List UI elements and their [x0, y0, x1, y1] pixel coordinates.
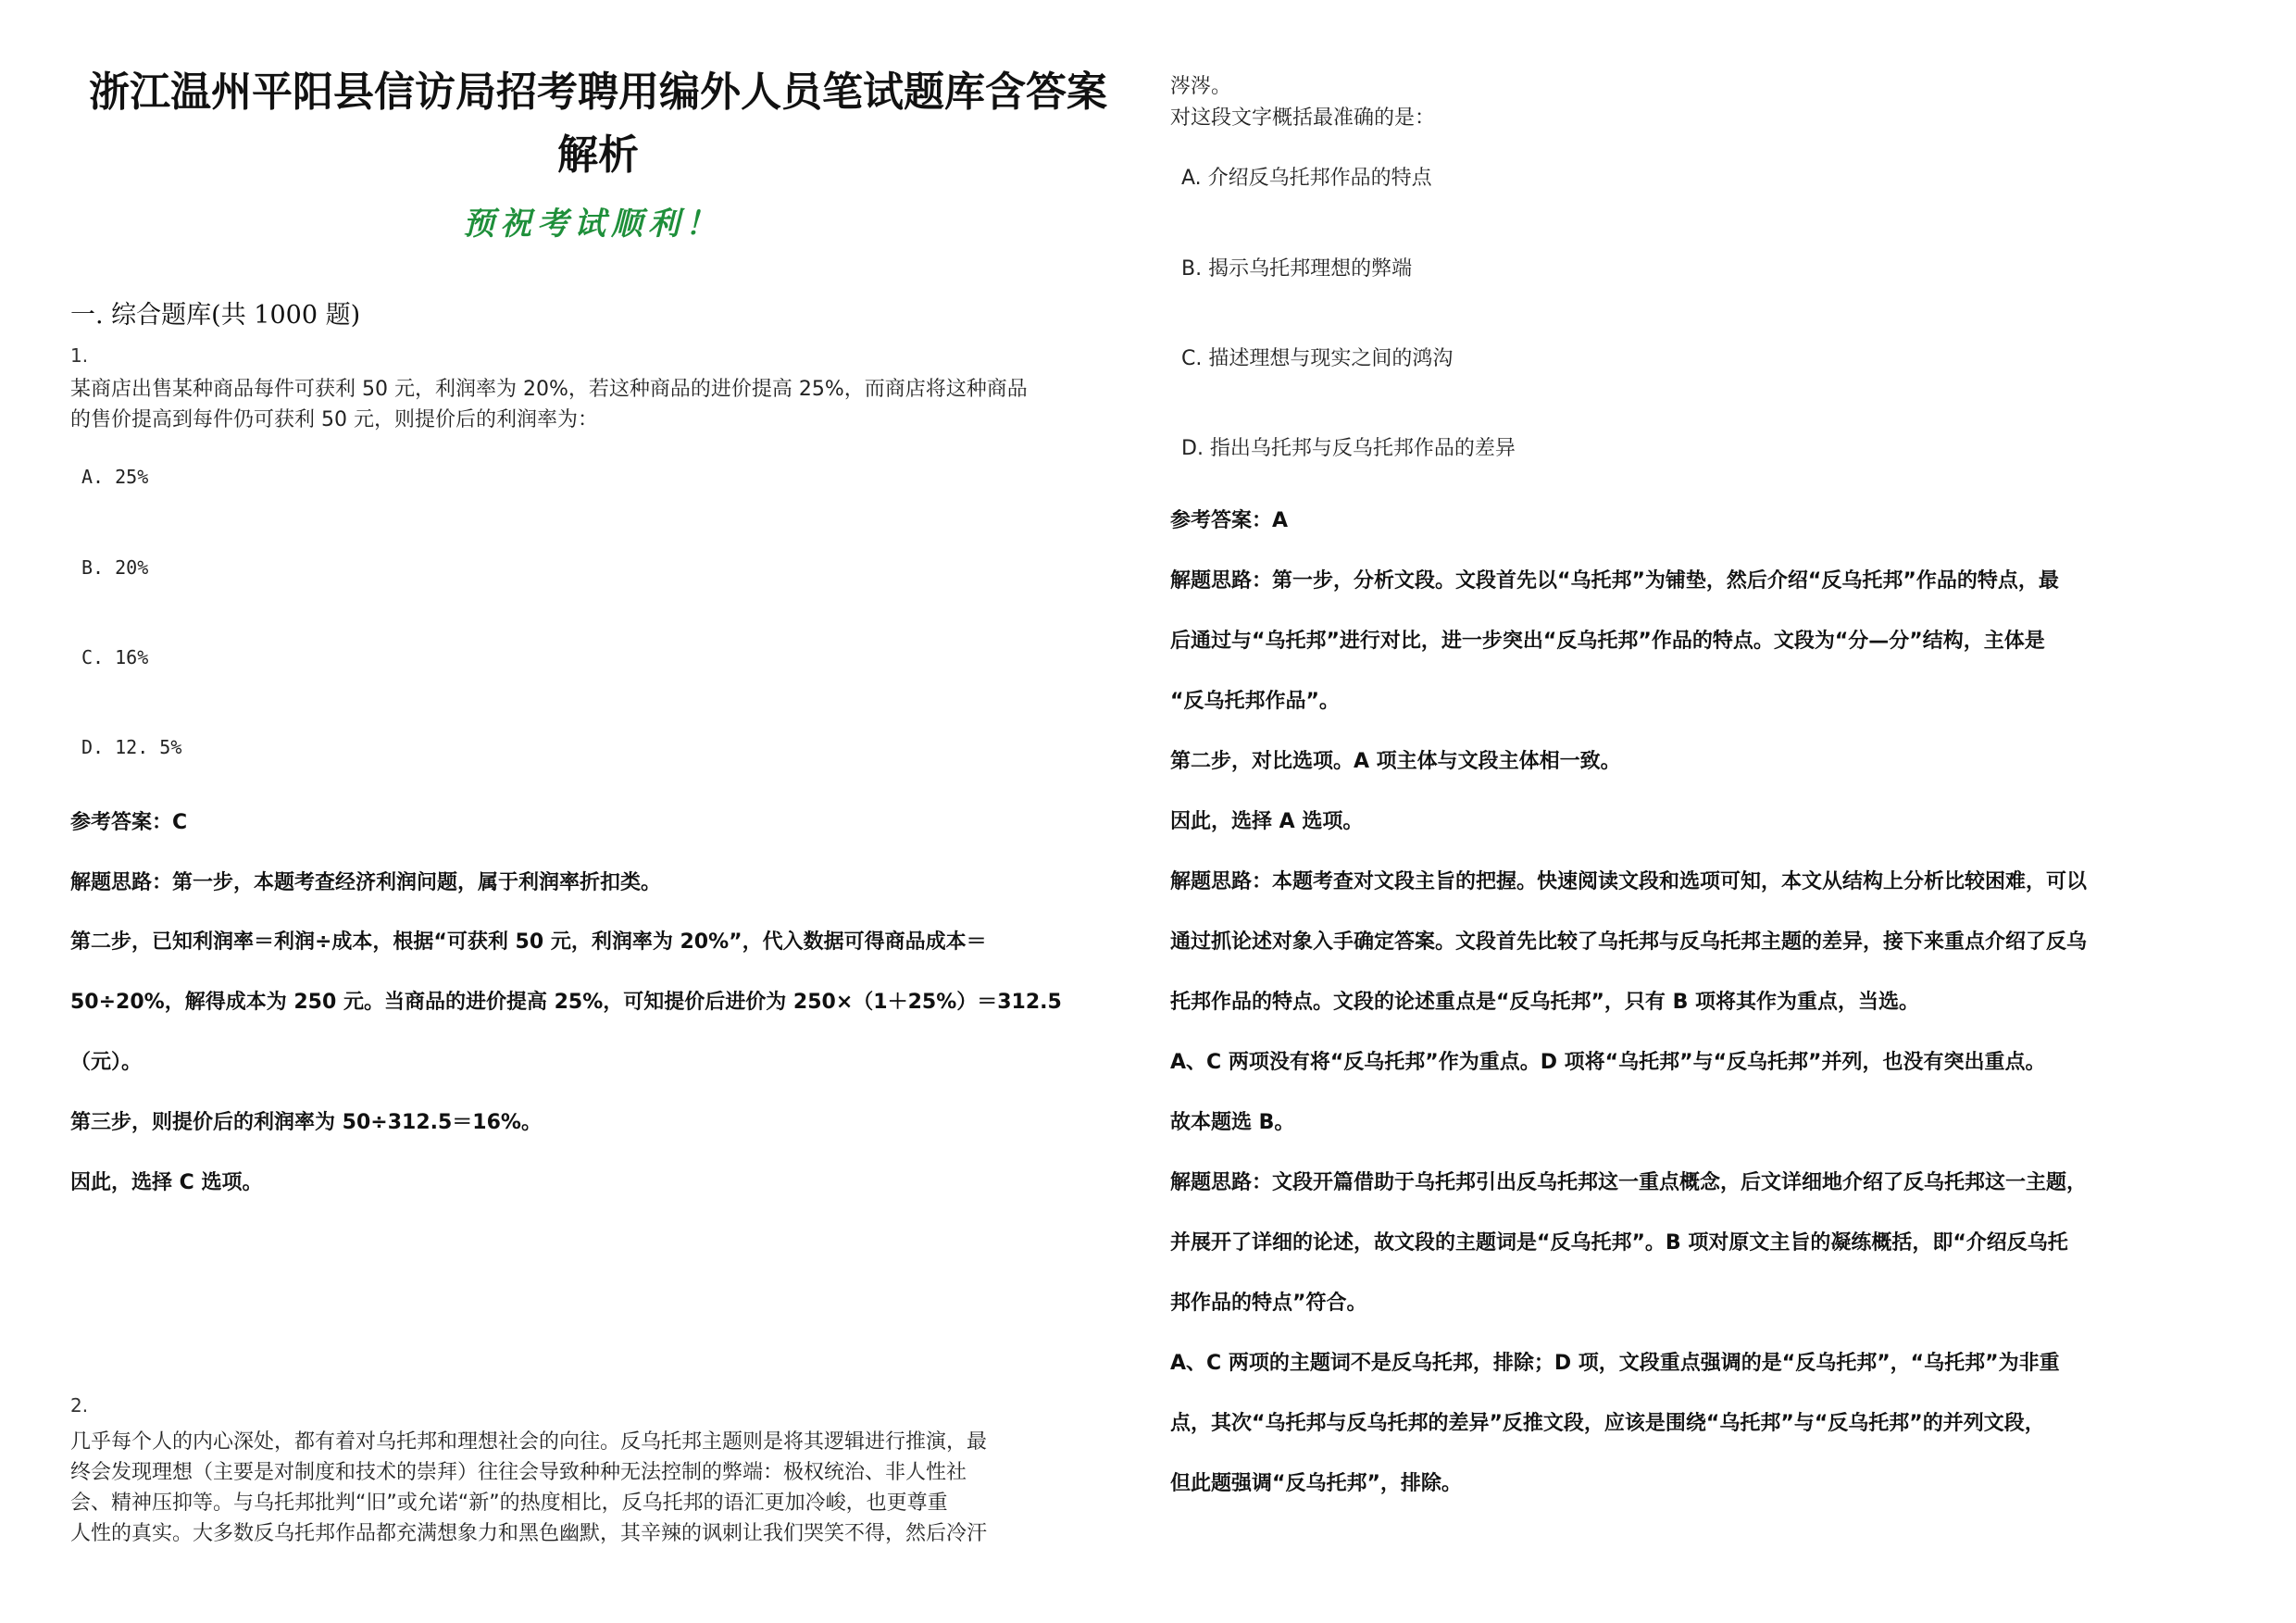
analysis-line: 解题思路：文段开篇借助于乌托邦引出反乌托邦这一重点概念，后文详细地介绍了反乌托邦这一主题， [1170, 1171, 2088, 1194]
analysis-line: 故本题选 B。 [1170, 1111, 1295, 1134]
analysis-line: 后通过与“乌托邦”进行对比，进一步突出“反乌托邦”作品的特点。文段为“分—分”结构，主体是 [1170, 630, 2045, 653]
question-stem-line: 终会发现理想（主要是对制度和技术的崇拜）往往会导致种种无法控制的弊端：极权统治、非人性社 [70, 1461, 967, 1484]
analysis-line: 第二步，对比选项。A 项主体与文段主体相一致。 [1170, 750, 1621, 773]
option-c: C. 16% [81, 646, 149, 668]
question-stem-line: 某商店出售某种商品每件可获利 50 元，利润率为 20%，若这种商品的进价提高 25%，而商店将这种商品 [70, 378, 1028, 401]
option-d: D. 12. 5% [81, 736, 182, 758]
answer-line: 参考答案：C [70, 811, 188, 834]
analysis-line: A、C 两项没有将“反乌托邦”作为重点。D 项将“乌托邦”与“反乌托邦”并列，也没有突出重点。 [1170, 1051, 2046, 1074]
analysis-line: 解题思路：第一步，分析文段。文段首先以“乌托邦”为铺垫，然后介绍“反乌托邦”作品的特点，最 [1170, 569, 2059, 593]
option-c: C. 描述理想与现实之间的鸿沟 [1181, 347, 1454, 370]
analysis-line: 因此，选择 C 选项。 [70, 1171, 263, 1194]
question-stem-line: 涔涔。 [1170, 75, 1232, 98]
question-stem-line: 的售价提高到每件仍可获利 50 元，则提价后的利润率为： [70, 408, 598, 431]
option-a: A. 介绍反乌托邦作品的特点 [1181, 167, 1432, 190]
analysis-line: 50÷20%，解得成本为 250 元。当商品的进价提高 25%，可知提价后进价为 250×（1＋25%）＝312.5 [70, 991, 1062, 1014]
analysis-line: A、C 两项的主题词不是反乌托邦，排除；D 项，文段重点强调的是“反乌托邦”，“乌托邦”为非重 [1170, 1352, 2060, 1375]
analysis-line: 解题思路：第一步，本题考查经济利润问题，属于利润率折扣类。 [70, 871, 662, 894]
question-stem-line: 几乎每个人的内心深处，都有着对乌托邦和理想社会的向往。反乌托邦主题则是将其逻辑进行推演，最 [70, 1430, 988, 1454]
analysis-line: 邦作品的特点”符合。 [1170, 1292, 1367, 1315]
option-b: B. 揭示乌托邦理想的弊端 [1181, 257, 1413, 281]
analysis-line: 但此题强调“反乌托邦”，排除。 [1170, 1472, 1462, 1495]
question-stem-line: 会、精神压抑等。与乌托邦批判“旧”或允诺“新”的热度相比，反乌托邦的语汇更加冷峻，也更尊重 [70, 1492, 948, 1515]
analysis-line: 第二步，已知利润率＝利润÷成本，根据“可获利 50 元，利润率为 20%”，代入数据可得商品成本＝ [70, 930, 987, 954]
analysis-line: 托邦作品的特点。文段的论述重点是“反乌托邦”，只有 B 项将其作为重点，当选。 [1170, 991, 1920, 1014]
question-number: 2. [70, 1394, 89, 1417]
analysis-line: 第三步，则提价后的利润率为 50÷312.5＝16%。 [70, 1111, 542, 1134]
analysis-line: （元）。 [70, 1051, 143, 1074]
answer-line: 参考答案：A [1170, 509, 1289, 532]
analysis-line: 并展开了详细的论述，故文段的主题词是“反乌托邦”。B 项对原文主旨的凝练概括，即“介绍反乌托 [1170, 1231, 2068, 1255]
slogan: 预祝考试顺利！ [463, 206, 722, 243]
option-d: D. 指出乌托邦与反乌托邦作品的差异 [1181, 437, 1516, 460]
question-number: 1. [70, 344, 89, 367]
analysis-line: 通过抓论述对象入手确定答案。文段首先比较了乌托邦与反乌托邦主题的差异，接下来重点介绍了反乌 [1170, 930, 2088, 954]
analysis-line: 点，其次“乌托邦与反乌托邦的差异”反推文段，应该是围绕“乌托邦”与“反乌托邦”的并列文段， [1170, 1412, 2045, 1435]
analysis-line: 因此，选择 A 选项。 [1170, 810, 1364, 833]
option-b: B. 20% [81, 556, 149, 579]
page-title: 浙江温州平阳县信访局招考聘用编外人员笔试题库含答案解析 [89, 69, 1107, 179]
section-title: 一. 综合题库(共 1000 题) [70, 301, 361, 330]
question-stem-line: 人性的真实。大多数反乌托邦作品都充满想象力和黑色幽默，其辛辣的讽刺让我们哭笑不得，然后冷汗 [70, 1522, 988, 1545]
analysis-line: 解题思路：本题考查对文段主旨的把握。快速阅读文段和选项可知，本文从结构上分析比较困难，可以 [1170, 870, 2088, 893]
question-stem-line: 对这段文字概括最准确的是： [1170, 106, 1436, 130]
analysis-line: “反乌托邦作品”。 [1170, 690, 1340, 713]
option-a: A. 25% [81, 466, 149, 488]
